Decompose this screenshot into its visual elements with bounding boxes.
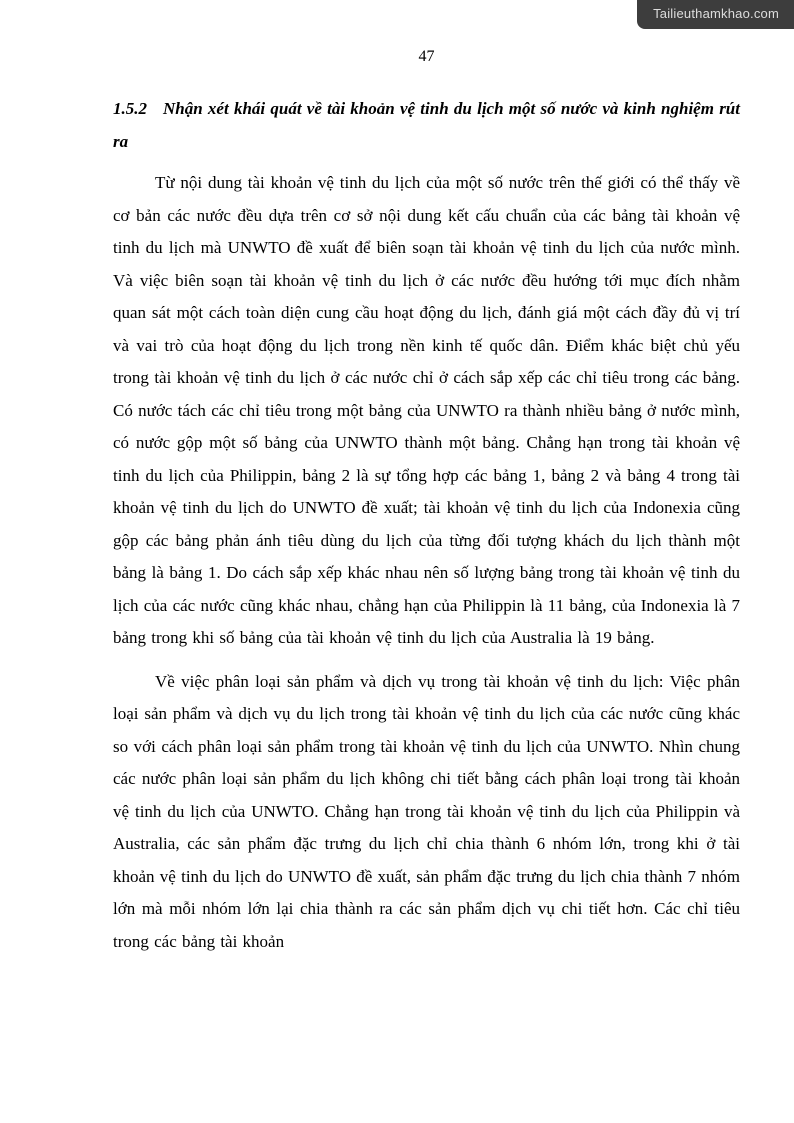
paragraph-1: Từ nội dung tài khoản vệ tinh du lịch của một số nước trên thế giới có thể thấy về cơ bản các nước đều dựa trên cơ sở nội dung kết cấu chuẩn của các bảng tài khoản vệ tinh du lịch mà UNWTO đề xuất để biên soạn tài khoản vệ tinh du lịch của nước mình. Và việc biên soạn tài khoản vệ tinh du lịch ở các nước đều hướng tới mục đích nhằm quan sát một cách toàn diện cung cầu hoạt động du lịch, đánh giá một cách đầy đủ vị trí và vai trò của hoạt động du lịch trong nền kinh tế quốc dân. Điểm khác biệt chủ yếu trong tài khoản vệ tinh du lịch ở các nước chỉ ở cách sắp xếp các chỉ tiêu trong các bảng. Có nước tách các chỉ tiêu trong một bảng của UNWTO ra thành nhiều bảng ở nước mình, có nước gộp một số bảng của UNWTO thành một bảng. Chẳng hạn trong tài khoản vệ tinh du lịch của Philippin, bảng 2 là sự tổng hợp các bảng 1, bảng 2 và bảng 4 trong tài khoản vệ tinh du lịch do UNWTO đề xuất; tài khoản vệ tinh du lịch của Indonexia cũng gộp các bảng phản ánh tiêu dùng du lịch của từng đối tượng khách du lịch thành một bảng là bảng 1. Do cách sắp xếp khác nhau nên số lượng bảng trong tài khoản vệ tinh du lịch của các nước cũng khác nhau, chẳng hạn của Philippin là 11 bảng, của Indonexia là 7 bảng trong khi số bảng của tài khoản vệ tinh du lịch của Australia là 19 bảng.	[113, 173, 740, 647]
paragraph-2: Về việc phân loại sản phẩm và dịch vụ trong tài khoản vệ tinh du lịch: Việc phân loại sản phẩm và dịch vụ du lịch trong tài khoản vệ tinh du lịch của các nước cũng khác so với cách phân loại sản phẩm trong tài khoản vệ tinh du lịch của UNWTO. Nhìn chung các nước phân loại sản phẩm du lịch không chi tiết bằng cách phân loại trong tài khoản vệ tinh du lịch của UNWTO. Chẳng hạn trong tài khoản vệ tinh du lịch của Philippin và Australia, các sản phẩm đặc trưng du lịch chỉ chia thành 6 nhóm lớn, trong khi ở tài khoản vệ tinh du lịch do UNWTO đề xuất, sản phẩm đặc trưng du lịch chia thành 7 nhóm lớn mà mỗi nhóm lớn lại chia thành ra các sản phẩm dịch vụ chi tiết hơn. Các chỉ tiêu trong các bảng tài khoản	[113, 671, 740, 951]
watermark-text: Tailieuthamkhao.com	[653, 6, 779, 21]
page-number: 47	[418, 48, 435, 65]
section-heading	[113, 93, 740, 158]
watermark-badge	[637, 0, 794, 29]
section-heading-number: 1.5.2	[113, 99, 147, 118]
document-content	[113, 47, 740, 969]
section-heading-title: Nhận xét khái quát về tài khoản vệ tinh du lịch một số nước và kinh nghiệm rút ra	[113, 99, 740, 151]
